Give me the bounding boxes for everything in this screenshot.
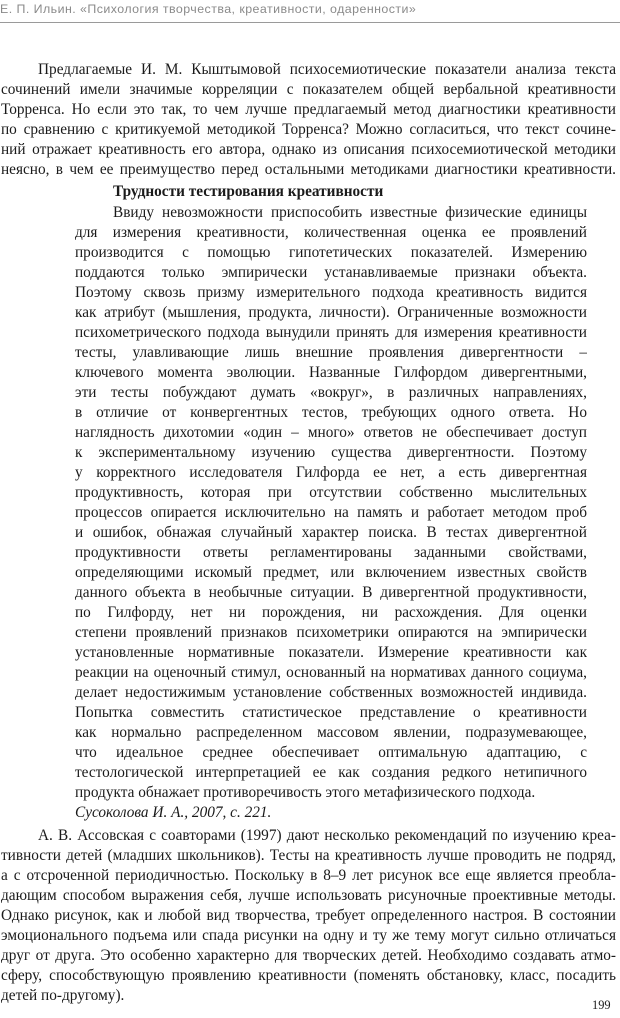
paragraph-2-line: сферу, способствующую проявлению креативности (поменять обстановку, класс, посадить — [1, 967, 616, 984]
running-header — [0, 0, 620, 24]
quote-line: определяющими искомый предмет, или включением известных свойств — [75, 564, 587, 581]
quote-line: у корректного исследователя Гилфорда ее нет, а есть дивергентная — [75, 464, 587, 481]
quote-line: психометрического подхода вынудили принять для измерения креативности — [75, 324, 587, 341]
paragraph-1-line: по сравнению с критикуемой методикой Торренса? Можно согласиться, что текст сочине- — [1, 121, 616, 138]
quote-line: продукта обнажает противоречивость этого метафизического подхода. — [75, 784, 536, 801]
paragraph-2-line: детей по-другому). — [1, 987, 125, 1004]
paragraph-1-line: сочинений имели значимые корреляции с показателем общей вербальной креативности — [1, 81, 616, 98]
page-number: 199 — [592, 998, 611, 1012]
quote-line: продуктивности ответы регламентированы заданными свойствами, — [75, 544, 587, 561]
quote-line: в отличие от конвергентных тестов, требующих одного ответа. Но — [75, 404, 587, 421]
quote-line: тестологической интерпретацией ее как создания редкого нетипичного — [75, 764, 587, 781]
quote-line: наглядность дихотомии «один – много» ответов не обеспечивает доступ — [75, 424, 587, 441]
quote-line: тесты, улавливающие лишь внешние проявления дивергентности – — [75, 344, 587, 361]
quote-line: делает недостижимым установление собственных возможностей индивида. — [75, 684, 587, 701]
quote-line: что идеальное среднее обеспечивает оптимальную адаптацию, с — [75, 744, 587, 761]
quote-line: для измерения креативности, количественная оценка ее проявлений — [75, 224, 587, 241]
quote-line: как атрибут (мышления, продукта, личности). Ограниченные возможности — [75, 304, 587, 321]
quote-line: поддаются только эмпирически устанавливаемые признаки объекта. — [75, 264, 587, 281]
paragraph-2-line: дающим способом выражения себя, лучше использовать рисуночные проективные методы. — [1, 887, 616, 904]
header-divider — [0, 22, 620, 23]
paragraph-2-line: эмоционального подъема или спада рисунки на одну и ту же тему могут сильно отличаться — [1, 927, 616, 944]
quote-line: эти тесты побуждают думать «вокруг», в различных направлениях, — [75, 384, 587, 401]
quote-line: и ошибок, обнажая случайный характер поиска. В тестах дивергентной — [75, 524, 587, 541]
paragraph-1-line: ний отражает креативность его автора, однако из описания психосемиотической методики — [1, 141, 616, 158]
quote-source: Сусоколова И. А., 2007, с. 221. — [75, 804, 272, 821]
quote-line: производится с помощью гипотетических показателей. Измерению — [75, 244, 587, 261]
paragraph-1-line: Торренса. Но если это так, то чем лучше предлагаемый метод диагностики креативности — [1, 101, 616, 118]
paragraph-2-line: а с отсроченной периодичностью. Поскольку в 8–9 лет рисунок все еще является преобла- — [1, 867, 616, 884]
quote-line: как нормально распределенном массовом явлении, подразумевающее, — [75, 724, 587, 741]
quote-line: Попытка совместить статистическое представление о креативности — [75, 704, 587, 721]
paragraph-1-line: неясно, в чем ее преимущество перед остальными методиками диагностики креативности. — [1, 161, 616, 178]
running-title: Е. П. Ильин. «Психология творчества, креативности, одаренности» — [0, 2, 417, 16]
quote-line: данного объекта в необычные ситуации. В дивергентной продуктивности, — [75, 584, 587, 601]
quote-line: процессов опирается исключительно на память и работает методом проб — [75, 504, 587, 521]
paragraph-2-line: Однако рисунок, как и любой вид творчества, требует определенного настроя. В состоянии — [1, 907, 616, 924]
quote-line: продуктивность, которая при отсутствии собственно мыслительных — [75, 484, 587, 501]
quote-line: установленные нормативные показатели. Измерение креативности как — [75, 644, 587, 661]
quote-line: Ввиду невозможности приспособить известные физические единицы — [113, 204, 587, 221]
quote-line: Поэтому сквозь призму измерительного подхода креативность видится — [75, 284, 587, 301]
quote-line: к экспериментальному изучению существа дивергентности. Поэтому — [75, 444, 587, 461]
paragraph-2-line: А. В. Ассовская с соавторами (1997) дают несколько рекомендаций по изучению креа- — [38, 827, 616, 844]
paragraph-2-line: друг от друга. Это особенно характерно для творческих детей. Необходимо создавать атмо- — [1, 947, 616, 964]
quote-line: реакции на оценочный стимул, основанный на нормативах данного социума, — [75, 664, 587, 681]
quote-line: ключевого момента эволюции. Названные Гилфордом дивергентными, — [75, 364, 587, 381]
paragraph-1-line: Предлагаемые И. М. Кыштымовой психосемиотические показатели анализа текста — [38, 61, 616, 78]
quote-line: по Гилфорду, нет ни порождения, ни расхождения. Для оценки — [75, 604, 587, 621]
paragraph-2-line: тивности детей (младших школьников). Тесты на креативность лучше проводить не подряд, — [1, 847, 616, 864]
quote-heading: Трудности тестирования креативности — [113, 183, 384, 200]
quote-line: степени проявлений признаков психометрики опираются на эмпирически — [75, 624, 587, 641]
